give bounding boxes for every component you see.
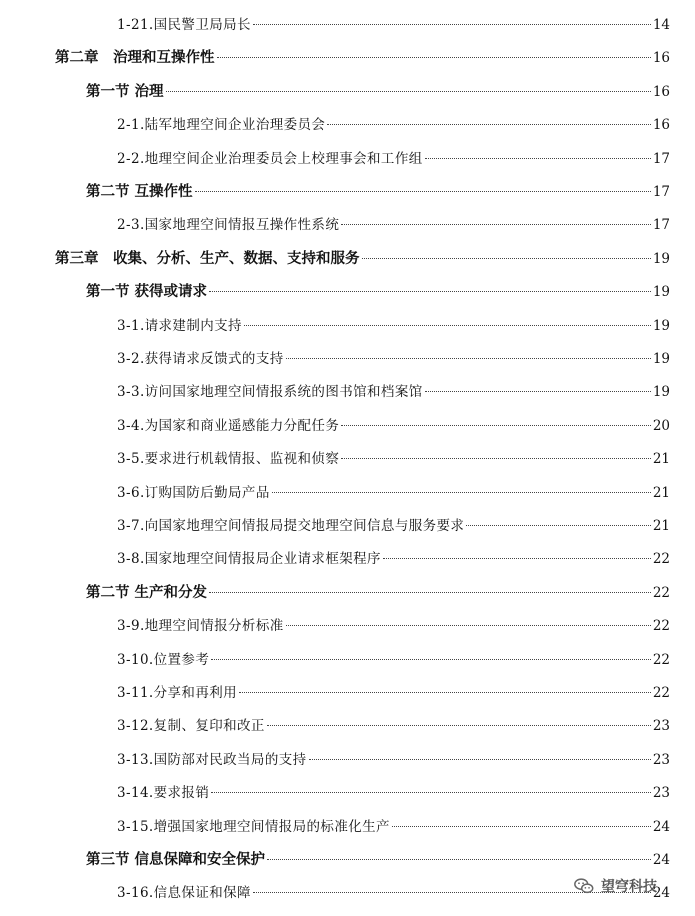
toc-label: 3-5.要求进行机载情报、监视和侦察 bbox=[117, 451, 340, 468]
dot-leader bbox=[309, 759, 651, 760]
toc-label: 1-21.国民警卫局局长 bbox=[117, 17, 251, 33]
dot-leader bbox=[425, 391, 651, 392]
toc-entry bbox=[117, 214, 670, 236]
toc-entry bbox=[117, 415, 670, 437]
dot-leader bbox=[195, 191, 651, 192]
dot-leader bbox=[362, 258, 651, 259]
toc-entry bbox=[117, 649, 670, 671]
toc-entry bbox=[117, 548, 670, 570]
toc-label: 第二节 互操作性 bbox=[86, 183, 193, 200]
toc-label: 2-2.地理空间企业治理委员会上校理事会和工作组 bbox=[117, 150, 423, 167]
toc-entry bbox=[117, 114, 670, 136]
toc-page-number: 19 bbox=[652, 351, 670, 367]
toc-page-number: 23 bbox=[652, 751, 670, 768]
toc-entry bbox=[117, 14, 670, 36]
dot-leader bbox=[253, 24, 651, 25]
toc-label: 2-1.陆军地理空间企业治理委员会 bbox=[117, 117, 326, 134]
toc-entry bbox=[117, 615, 670, 637]
toc-label: 3-7.向国家地理空间情报局提交地理空间信息与服务要求 bbox=[117, 518, 465, 534]
toc-page-number: 22 bbox=[652, 618, 670, 635]
toc-page-number: 21 bbox=[652, 484, 670, 501]
toc-page-number: 21 bbox=[652, 518, 670, 534]
toc-label: 3-4.为国家和商业遥感能力分配任务 bbox=[117, 417, 340, 434]
toc-entry bbox=[117, 715, 670, 737]
toc-section bbox=[86, 582, 670, 604]
dot-leader bbox=[211, 659, 651, 660]
toc-label: 3-3.访问国家地理空间情报系统的图书馆和档案馆 bbox=[117, 384, 423, 401]
toc-page-number: 21 bbox=[652, 451, 670, 468]
dot-leader bbox=[425, 158, 651, 159]
toc-label: 3-15.增强国家地理空间情报局的标准化生产 bbox=[117, 818, 390, 835]
toc-label: 3-6.订购国防后勤局产品 bbox=[117, 484, 270, 501]
dot-leader bbox=[209, 592, 651, 593]
toc-entry bbox=[117, 816, 670, 838]
dot-leader bbox=[341, 458, 651, 459]
toc-label: 2-3.国家地理空间情报互操作性系统 bbox=[117, 217, 340, 234]
toc-entry bbox=[117, 148, 670, 170]
toc-page-number: 19 bbox=[652, 317, 670, 334]
toc-label: 3-13.国防部对民政当局的支持 bbox=[117, 751, 307, 768]
toc-section bbox=[86, 81, 670, 103]
toc-page-number: 17 bbox=[652, 150, 670, 167]
dot-leader bbox=[286, 625, 651, 626]
toc-page-number: 20 bbox=[652, 417, 670, 434]
wechat-icon bbox=[573, 875, 595, 897]
toc-label: 3-12.复制、复印和改正 bbox=[117, 718, 265, 735]
toc-label: 3-10.位置参考 bbox=[117, 651, 210, 668]
dot-leader bbox=[286, 358, 651, 359]
dot-leader bbox=[383, 558, 651, 559]
dot-leader bbox=[272, 492, 651, 493]
toc-page-number: 24 bbox=[652, 885, 670, 902]
toc-page-number: 22 bbox=[652, 651, 670, 668]
toc-section bbox=[86, 181, 670, 203]
toc-label: 3-14.要求报销 bbox=[117, 785, 210, 802]
dot-leader bbox=[211, 792, 651, 793]
toc-entry bbox=[117, 348, 670, 370]
toc-label: 3-8.国家地理空间情报局企业请求框架程序 bbox=[117, 551, 381, 568]
toc-label: 3-16.信息保证和保障 bbox=[117, 885, 251, 902]
dot-leader bbox=[244, 325, 651, 326]
toc-label: 第一节 获得或请求 bbox=[86, 283, 208, 301]
toc-page-number: 17 bbox=[652, 184, 670, 200]
toc-label: 第二节 生产和分发 bbox=[86, 583, 208, 601]
dot-leader bbox=[209, 291, 651, 292]
toc-page-number: 23 bbox=[652, 785, 670, 802]
toc-page-number: 16 bbox=[652, 50, 670, 67]
toc-chapter bbox=[55, 47, 670, 69]
toc-entry bbox=[117, 782, 670, 804]
dot-leader bbox=[341, 224, 651, 225]
toc-page-number: 16 bbox=[652, 83, 670, 100]
watermark-text: 望穹科技 bbox=[601, 879, 657, 895]
toc-label: 3-9.地理空间情报分析标准 bbox=[117, 618, 284, 635]
toc-label: 第一节 治理 bbox=[86, 82, 164, 100]
toc-label: 第三章 收集、分析、生产、数据、支持和服务 bbox=[55, 249, 360, 267]
toc-entry bbox=[117, 315, 670, 337]
dot-leader bbox=[239, 692, 651, 693]
dot-leader bbox=[267, 859, 651, 860]
dot-leader bbox=[267, 725, 651, 726]
toc-entry bbox=[117, 482, 670, 504]
toc-page-number: 14 bbox=[652, 17, 670, 33]
toc-section bbox=[86, 849, 670, 871]
toc-entry bbox=[117, 448, 670, 470]
toc-label: 3-1.请求建制内支持 bbox=[117, 317, 242, 334]
toc-entry bbox=[117, 749, 670, 771]
toc-label: 第二章 治理和互操作性 bbox=[55, 49, 215, 67]
toc-page-number: 19 bbox=[652, 384, 670, 401]
toc-label: 3-2.获得请求反馈式的支持 bbox=[117, 351, 284, 367]
toc-page-number: 22 bbox=[652, 551, 670, 568]
toc-section bbox=[86, 281, 670, 303]
dot-leader bbox=[166, 91, 651, 92]
dot-leader bbox=[466, 525, 650, 526]
toc-page-number: 23 bbox=[652, 718, 670, 735]
toc-chapter bbox=[55, 248, 670, 270]
toc-page-number: 17 bbox=[652, 217, 670, 234]
toc-page-number: 24 bbox=[652, 852, 670, 868]
toc-label: 第三节 信息保障和安全保护 bbox=[86, 851, 266, 868]
toc-label: 3-11.分享和再利用 bbox=[117, 685, 238, 701]
toc-page-number: 19 bbox=[652, 284, 670, 301]
dot-leader bbox=[217, 57, 651, 58]
watermark bbox=[573, 873, 657, 899]
toc-entry bbox=[117, 682, 670, 704]
dot-leader bbox=[392, 826, 651, 827]
toc-page-number: 22 bbox=[652, 685, 670, 701]
toc-page-number: 24 bbox=[652, 818, 670, 835]
dot-leader bbox=[341, 425, 651, 426]
toc-page-number: 16 bbox=[652, 117, 670, 134]
toc-page-number: 22 bbox=[652, 584, 670, 601]
toc-page-number: 19 bbox=[652, 250, 670, 267]
toc-entry bbox=[117, 515, 670, 537]
toc-entry bbox=[117, 381, 670, 403]
dot-leader bbox=[327, 124, 650, 125]
